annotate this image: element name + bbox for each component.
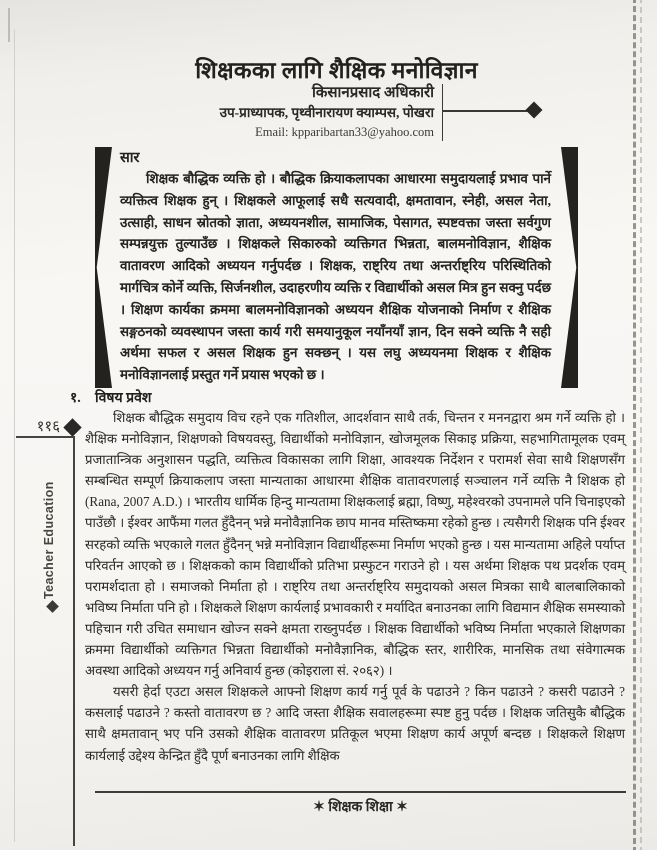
- abstract-heading: सार: [120, 150, 140, 166]
- sidebar-horizontal-rule: [16, 436, 74, 438]
- page-edge-line: [14, 30, 15, 842]
- torn-edge-perforation: [633, 0, 636, 850]
- article-body: [85, 407, 625, 766]
- diamond-icon: [526, 102, 543, 119]
- page-number: ११६: [36, 419, 60, 435]
- torn-edge-perforation-faint: [640, 0, 642, 850]
- journal-name-vertical: Teacher Education: [42, 481, 56, 599]
- abstract-frame-right: [561, 147, 578, 388]
- abstract-content: [120, 148, 551, 386]
- body-paragraph: यसरी हेर्दा एउटा असल शिक्षकले आफ्नो शिक्षण कार्य गर्नु पूर्व के पढाउने ? किन पढाउने ? कसरी पढाउने ? कसलाई पढाउने ? कस्तो वातावरण छ ? आदि जस्ता शैक्षिक सवालहरूमा स्पष्ट हुनु पर्दछ । शिक्षक जतिसुकै बौद्धिक साथै क्षमतावान् भए पनि उसको शैक्षिक वातावरण प्रतिकूल भएमा शिक्षण कार्य अपूर्ण बन्दछ । शिक्षकले शिक्षण कार्यलाई उद्देश्य केन्द्रित हुँदै पूर्ण बनाउनका लागि शैक्षिक: [85, 684, 625, 763]
- abstract-box: [95, 147, 578, 388]
- footer-journal-label: ✶ शिक्षक शिक्षा ✶: [313, 800, 408, 815]
- author-name: किसानप्रसाद अधिकारी: [311, 85, 434, 101]
- footer-rule: [95, 791, 626, 793]
- section-heading: [70, 388, 151, 407]
- diamond-icon: [63, 418, 81, 436]
- scan-mark: [8, 8, 10, 42]
- diamond-icon: [46, 600, 59, 613]
- section-title: विषय प्रवेश: [95, 391, 152, 406]
- author-affiliation: उप-प्राध्यापक, पृथ्वीनारायण क्याम्पस, पोखरा: [219, 105, 434, 120]
- author-block: [220, 84, 443, 141]
- body-paragraph: शिक्षक बौद्धिक समुदाय विच रहने एक गतिशील, आदर्शवान साथै तर्क, चिन्तन र मननद्वारा श्रम गर्ने व्यक्ति हो । शैक्षिक मनोविज्ञान, शिक्षणको विषयवस्तु, विद्यार्थीको मनोविज्ञान, खोजमूलक सिकाइ प्रक्रिया, सहभागितामूलक एवम् प्रजातान्त्रिक अनुशासन पद्धति, व्यक्तित्व विकासका लागि शिक्षा, आवश्यक निर्देशन र परामर्श सेवा साथै शिक्षणसँग सम्बन्धित सम्पूर्ण क्रियाकलाप जस्ता मान्यताका आधारमा शैक्षिक वातावरणलाई सञ्चालन गर्ने व्यक्ति नै शिक्षक हो (Rana, 2007 A.D.) । भारतीय धार्मिक हिन्दु मान्यतामा शिक्षकलाई ब्रह्मा, विष्णु, महेश्वरको उपनामले पनि चिनाइएको पाउँछौ । ईश्वर आफैंमा गलत हुँदैनन् भन्ने मनोवैज्ञानिक छाप मानव मस्तिष्कमा रहेको हुन्छ । त्यसैगरी शिक्षक पनि ईश्वर सरहको व्यक्ति भएकाले गलत हुँदैनन् भन्ने मनोविज्ञान विद्यार्थीहरूमा निर्माण भएको हुन्छ । यस मान्यतामा अहिले पर्याप्त परिवर्तन आएको छ । शिक्षकको काम विद्यार्थीको प्रतिभा प्रस्फुटन गराउने हो । यस अर्थमा शिक्षक पथ प्रदर्शक एवम् परामर्शदाता हो । समाजको निर्माता हो । राष्ट्रिय तथा अन्तर्राष्ट्रिय समुदायको असल मित्रका साथै बालबालिकाको भविष्य निर्माता पनि हो । शिक्षकले शिक्षण कार्यलाई प्रभावकारी र मर्यादित बनाउनका लागि विद्यमान शैक्षिक समस्याको पहिचान गरी उचित समाधान खोज्न सक्ने क्षमता राख्नुपर्दछ । शिक्षक विद्यार्थीको भविष्य निर्माता भएकाले शिक्षणका क्रममा विद्यार्थीको व्यक्तिगत भिन्नता विद्यार्थीको मनोवैज्ञानिक, बौद्धिक स्तर, शारीरिक, मानसिक तथा संवेगात्मक अवस्था आदिको अध्ययन गर्नु अनिवार्य हुन्छ (कोइराला सं. २०६२) ।: [85, 410, 625, 679]
- author-email: Email: kpparibartan33@yahoo.com: [255, 125, 434, 139]
- author-connector-line: [443, 110, 530, 112]
- abstract-text: शिक्षक बौद्धिक व्यक्ति हो । बौद्धिक क्रियाकलापका आधारमा समुदायलाई प्रभाव पार्ने व्यक्तित्व शिक्षक हुन् । शिक्षकले आफूलाई सधै सत्यवादी, क्षमतावान, स्नेही, असल नेता, उत्साही, साधन स्रोतको ज्ञाता, अध्ययनशील, सामाजिक, पेसागत, स्पष्टवक्ता जस्ता सर्वगुण सम्पन्नयुक्त तुल्याउँछ । शिक्षकले सिकारुको व्यक्तिगत भिन्नता, बालमनोविज्ञान, शैक्षिक वातावरण आदिको अध्ययन गर्नुपर्दछ । शिक्षक, राष्ट्रिय तथा अन्तर्राष्ट्रिय परिस्थितिको मार्गचित्र कोर्ने व्यक्ति, सिर्जनशील, उदाहरणीय व्यक्ति र विद्यार्थीको असल मित्र हुन सक्नु पर्दछ । शिक्षण कार्यका क्रममा बालमनोविज्ञानको अध्ययन शैक्षिक योजनाको निर्माण र शैक्षिक सङ्गठनको व्यवस्थापन जस्ता कार्य गरी समयानुकूल नयाँनयाँ ज्ञान, दिन सक्ने व्यक्ति नै सही अर्थमा सफल र असल शिक्षक हुन सक्छन् । यस लघु अध्ययनमा शिक्षक र शैक्षिक मनोविज्ञानलाई प्रस्तुत गर्ने प्रयास भएको छ ।: [120, 171, 551, 383]
- abstract-frame-left: [95, 147, 112, 388]
- section-number: १.: [70, 391, 81, 406]
- article-title: शिक्षकका लागि शैक्षिक मनोविज्ञान: [195, 58, 478, 84]
- sidebar-vertical-rule: [73, 436, 75, 846]
